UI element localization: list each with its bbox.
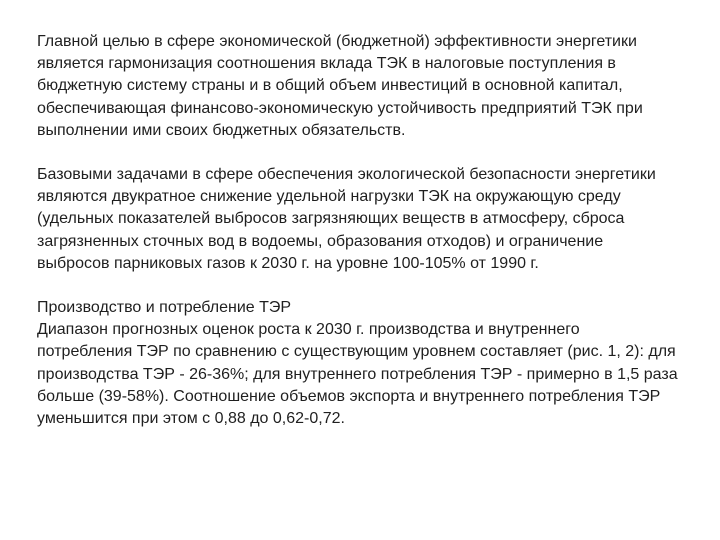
text-line: загрязненных сточных вод в водоемы, образования отходов) и ограничение (37, 232, 604, 250)
text-line: потребления ТЭР по сравнению с существующим уровнем составляет (рис. 1, 2): для (37, 343, 676, 361)
text-line: выбросов парниковых газов к 2030 г. на уровне 100-105% от 1990 г. (37, 254, 539, 272)
text-line: Производство и потребление ТЭР (37, 299, 292, 317)
paragraph-economic-efficiency (37, 31, 702, 142)
text-line: уменьшится при этом с 0,88 до 0,62-0,72. (37, 410, 345, 428)
text-line: производства ТЭР - 26-36%; для внутреннего потребления ТЭР - примерно в 1,5 раза (37, 365, 678, 383)
text-line: являются двукратное снижение удельной нагрузки ТЭК на окружающую среду (37, 188, 621, 206)
text-line: является гармонизация соотношения вклада ТЭК в налоговые поступления в (37, 55, 616, 73)
text-line: обеспечивающая финансово-экономическую устойчивость предприятий ТЭК при (37, 99, 643, 117)
text-line: выполнении ими своих бюджетных обязательств. (37, 121, 406, 139)
paragraph-ecological-safety (37, 164, 702, 275)
paragraph-production-consumption (37, 297, 702, 430)
text-line: (удельных показателей выбросов загрязняющих веществ в атмосферу, сброса (37, 210, 625, 228)
slide-text-body (37, 31, 702, 430)
text-line: Базовыми задачами в сфере обеспечения экологической безопасности энергетики (37, 166, 656, 184)
text-line: Главной целью в сфере экономической (бюджетной) эффективности энергетики (37, 33, 637, 50)
paragraph-spacer (37, 275, 702, 297)
paragraph-spacer (37, 142, 702, 164)
text-line: бюджетную систему страны и в общий объем инвестиций в основной капитал, (37, 77, 623, 95)
text-line: Диапазон прогнозных оценок роста к 2030 г. производства и внутреннего (37, 321, 580, 339)
text-line: больше (39-58%). Соотношение объемов экспорта и внутреннего потребления ТЭР (37, 387, 661, 405)
